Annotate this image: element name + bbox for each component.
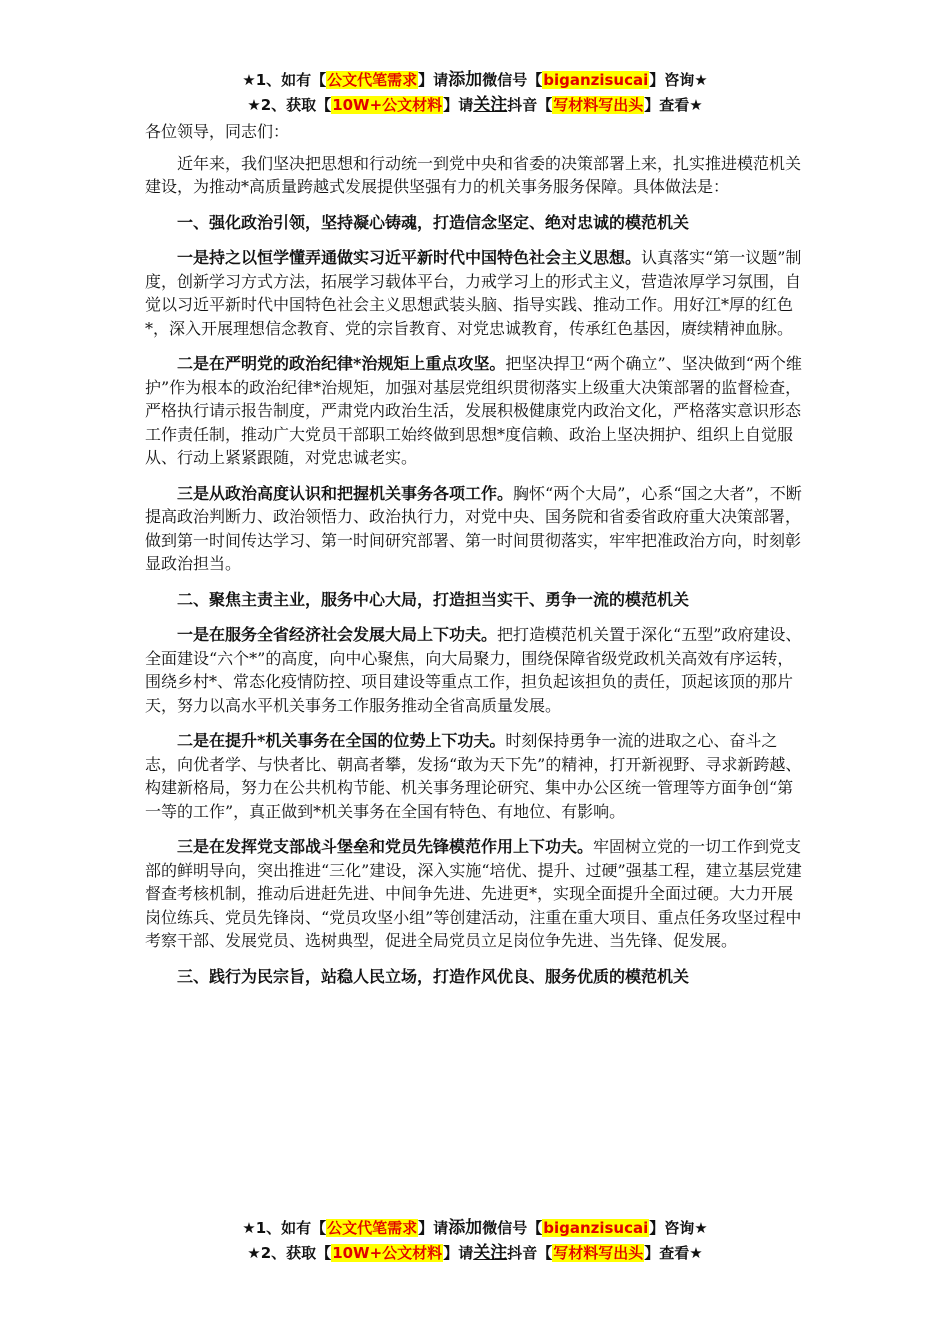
section-heading-1: 一、强化政治引领，坚持凝心铸魂，打造信念坚定、绝对忠诚的模范机关 — [177, 212, 690, 232]
promo-emphasis: 添加 — [448, 1218, 483, 1238]
section-heading-3: 三、践行为民宗旨，站稳人民立场，打造作风优良、服务优质的模范机关 — [177, 966, 690, 986]
paragraph-lead: 三是在发挥党支部战斗堡垒和党员先锋模范作用上下功夫。 — [177, 837, 594, 856]
paragraph-lead: 二是在提升*机关事务在全国的位势上下功夫。 — [177, 731, 506, 750]
intro-paragraph: 近年来，我们坚决把思想和行动统一到党中央和省委的决策部署上来，扎实推进模范机关建设，为推动*高质量跨越式发展提供坚强有力的机关事务服务保障。具体做法是： — [145, 153, 802, 196]
paragraph-body: 时刻保持勇争一流的进取之心、奋斗之志，向优者学、与快者比、朝高者攀，发扬“敢为天下先”的精神，打开新视野、寻求新跨越、构建新格局，努力在公共机构节能、机关事务理论研究、集中办公区统一管理等方面争创“第一等的工作”，真正做到*机关事务在全国有特色、有地位、有影响。 — [145, 731, 802, 821]
promo-text: 】请 — [418, 1219, 449, 1237]
promo-text: 】请 — [443, 96, 474, 114]
promo-emphasis: 添加 — [448, 70, 483, 90]
paragraph-body: 胸怀“两个大局”，心系“国之大者”，不断提高政治判断力、政治领悟力、政治执行力，对党中央、国务院和省委省政府重大决策部署，做到第一时间传达学习、第一时间研究部署、第一时间贯彻落实，牢牢把准政治方向，时刻彰显政治担当。 — [145, 483, 802, 573]
promo-text: ★1、如有【 — [242, 1219, 327, 1237]
section-heading-2: 二、聚焦主责主业，服务中心大局，打造担当实干、勇争一流的模范机关 — [177, 589, 690, 609]
promo-highlight: 公文代笔需求 — [327, 1219, 418, 1237]
promo-highlight: 10W+公文材料 — [332, 1244, 443, 1262]
paragraph-lead: 三是从政治高度认识和把握机关事务各项工作。 — [177, 483, 514, 503]
paragraph-lead: 一是在服务全省经济社会发展大局上下功夫。 — [177, 625, 498, 644]
promo-text: 抖音【 — [507, 96, 553, 114]
promo-line-1 — [0, 1216, 950, 1241]
promo-highlight: 公文代笔需求 — [327, 71, 418, 89]
promo-highlight: 10W+公文材料 — [332, 96, 443, 114]
paragraph — [145, 482, 807, 576]
promo-banner-bottom — [0, 1216, 950, 1266]
promo-text: 】请 — [443, 1244, 474, 1262]
promo-emphasis: 关注 — [473, 95, 508, 115]
promo-wechat-id: biganzisucai — [543, 1219, 649, 1237]
paragraph — [145, 623, 807, 717]
promo-line-2 — [0, 93, 950, 118]
promo-text: 】咨询★ — [649, 71, 708, 89]
promo-text: 】咨询★ — [649, 1219, 708, 1237]
promo-text: 微信号【 — [482, 1219, 543, 1237]
salutation: 各位领导，同志们： — [145, 122, 290, 141]
promo-text: 微信号【 — [482, 71, 543, 89]
promo-emphasis: 关注 — [473, 1243, 508, 1263]
promo-text: 抖音【 — [507, 1244, 553, 1262]
promo-text: ★1、如有【 — [242, 71, 327, 89]
paragraph-body: 牢固树立党的一切工作到党支部的鲜明导向，突出推进“三化”建设，深入实施“培优、提升、过硬”强基工程，建立基层党建督查考核机制，推动后进赶先进、中间争先进、先进更*，实现全面提升全面过硬。大力开展岗位练兵、党员先锋岗、“党员攻坚小组”等创建活动，注重在重大项目、重点任务攻坚过程中考察干部、发展党员、选树典型，促进全局党员立足岗位争先进、当先锋、促发展。 — [145, 837, 802, 950]
paragraph — [145, 835, 807, 953]
promo-douyin-id: 写材料写出头 — [553, 96, 644, 114]
paragraph-body: 把坚决捍卫“两个确立”、坚决做到“两个维护”作为根本的政治纪律*治规矩，加强对基层党组织贯彻落实上级重大决策部署的监督检查，严格执行请示报告制度，严肃党内政治生活，发展积极健康党内政治文化，严格落实意识形态工作责任制，推动广大党员干部职工始终做到思想*度信赖、政治上坚决拥护、组织上自觉服从、行动上紧紧跟随，对党忠诚老实。 — [145, 354, 802, 467]
promo-text: 】请 — [418, 71, 449, 89]
paragraph — [145, 352, 807, 470]
promo-text: ★2、获取【 — [247, 96, 332, 114]
paragraph — [145, 729, 807, 823]
promo-wechat-id: biganzisucai — [543, 71, 649, 89]
promo-text: ★2、获取【 — [247, 1244, 332, 1262]
promo-douyin-id: 写材料写出头 — [553, 1244, 644, 1262]
paragraph-body: 把打造模范机关置于深化“五型”政府建设、全面建设“六个*”的高度，向中心聚焦，向大局聚力，围绕保障省级党政机关高效有序运转，围绕乡村*、常态化疫情防控、项目建设等重点工作，担负起该担负的责任，顶起该顶的那片天，努力以高水平机关事务工作服务推动全省高质量发展。 — [145, 625, 802, 715]
promo-text: 】查看★ — [644, 96, 703, 114]
paragraph-lead: 一是持之以恒学懂弄通做实习近平新时代中国特色社会主义思想。 — [177, 248, 642, 267]
promo-banner-top — [0, 68, 950, 118]
promo-line-1 — [0, 68, 950, 93]
promo-line-2 — [0, 1241, 950, 1266]
paragraph-lead: 二是在严明党的政治纪律*治规矩上重点攻坚。 — [177, 354, 506, 373]
paragraph-body: 认真落实“第一议题”制度，创新学习方式方法，拓展学习载体平台，力戒学习上的形式主义，营造浓厚学习氛围，自觉以习近平新时代中国特色社会主义思想武装头脑、指导实践、推动工作。用好江*厚的红色*，深入开展理想信念教育、党的宗旨教育、对党忠诚教育，传承红色基因，赓续精神血脉。 — [145, 248, 802, 338]
promo-text: 】查看★ — [644, 1244, 703, 1262]
paragraph — [145, 246, 807, 340]
document-body — [145, 120, 807, 1000]
